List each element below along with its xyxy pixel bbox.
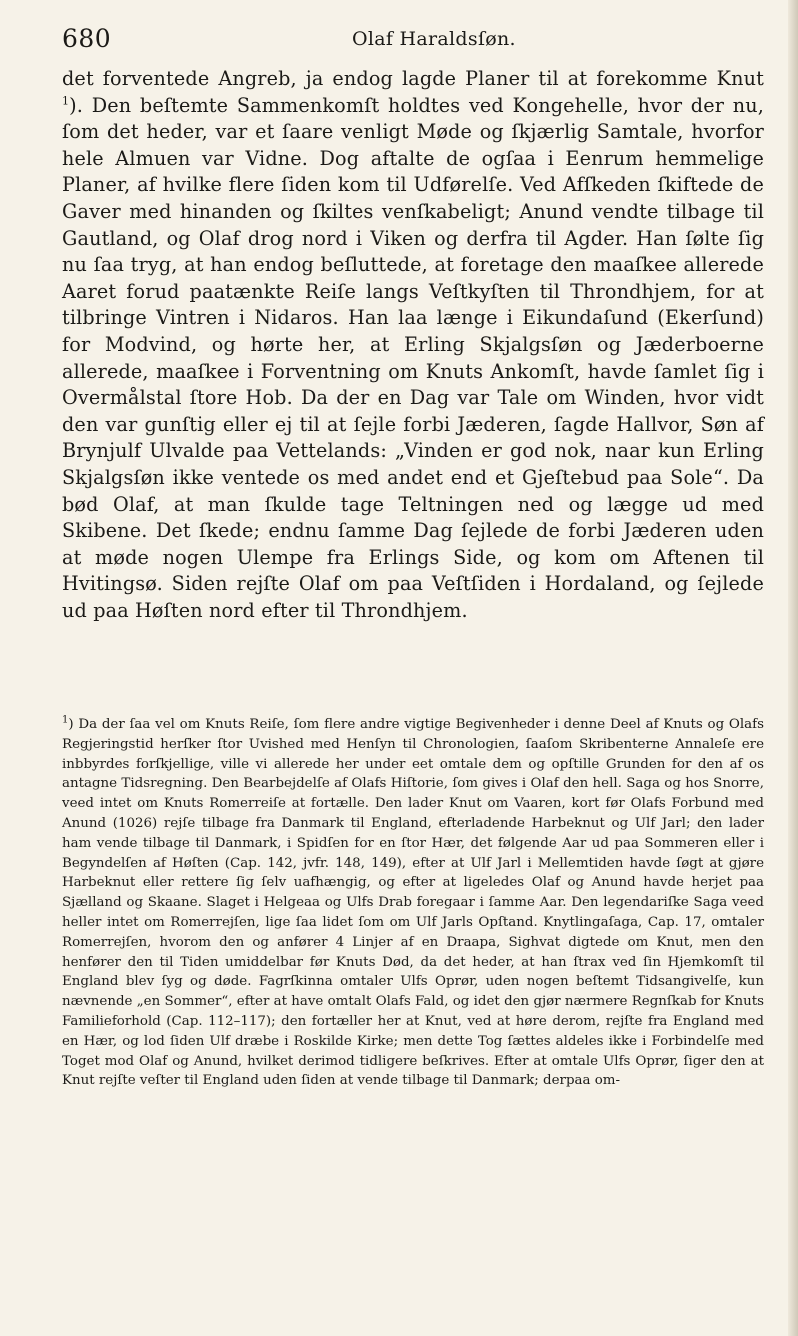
- main-paragraph: [62, 66, 764, 624]
- main-text: [62, 66, 764, 624]
- running-head: Olaf Haraldsſøn.: [352, 28, 516, 50]
- page-header: [62, 24, 762, 54]
- footnote-reference[interactable]: 1: [62, 94, 70, 108]
- page-edge-shadow: [788, 0, 798, 1336]
- page-number: 680: [62, 24, 112, 53]
- footnote-marker: 1: [62, 714, 69, 726]
- footnote-section: [62, 715, 764, 1091]
- footnote-text: Da der ſaa vel om Knuts Reiſe, ſom flere andre vigtige Begivenheder i denne Deel af Knuts og Olafs Regjeringstid herſker ſtor Uvished med Henſyn til Chronologien, ſaaſom Skribenterne Annaleſe ere inbbyrdes forſkjellige, ville vi allerede her under eet omtale dem og opſtille Grunden for den af os antagne Tidsregning. Den Bearbejdelſe af Olafs Hiſtorie, ſom gives i Olaf den hell. Saga og hos Snorre, veed intet om Knuts Romerreiſe at fortælle. Den lader Knut om Vaaren, kort før Olafs Forbund med Anund (1026) rejſe tilbage fra Danmark til England, efterladende Harbeknut og Ulf Jarl; den lader ham vende tilbage til Danmark, i Spidſen for en ſtor Hær, det følgende Aar ud paa Sommeren eller i Begyndelſen af Høſten (Cap. 142, jvfr. 148, 149), efter at Ulf Jarl i Mellemtiden havde ſøgt at gjøre Harbeknut eller rettere ſig ſelv uafhængig, og efter at ligeledes Olaf og Anund havde herjet paa Sjælland og Skaane. Slaget i Helgeaa og Ulfs Drab foregaar i ſamme Aar. Den legendariſke Saga veed heller intet om Romerrejſen, lige ſaa lidet ſom om Ulf Jarls Opſtand. Knytlingaſaga, Cap. 17, omtaler Romerrejſen, hvorom den og anfører 4 Linjer af en Draapa, Sighvat digtede om Knut, men den henfører den til Tiden umiddelbar før Knuts Død, da det heder, at han ſtrax ved ſin Hjemkomſt til England blev ſyg og døde. Fagrſkinna omtaler Ulfs Oprør, uden nogen beſtemt Tidsangivelſe, kun nævnende „en Sommer“, efter at have omtalt Olafs Fald, og idet den gjør nærmere Regnſkab for Knuts Familieforhold (Cap. 112–117); den fortæller her at Knut, ved at høre derom, rejſte fra England med en Hær, og lod ſiden Ulf dræbe i Roskilde Kirke; men dette Tog ſættes aldeles ikke i Forbindelſe med Toget mod Olaf og Anund, hvilket derimod tidligere beſkrives. Efter at omtale Ulfs Oprør, ſiger den at Knut rejſte veſter til England uden ſiden at vende tilbage til Danmark; derpaa om-: [62, 717, 764, 1089]
- footnote: $^1$) Da der ſaa vel om Knuts Reiſe, ſom flere andre vigtige Begivenheder i denne Deel af Knuts og Olafs Regjeringstid herſker ſtor Uvished med Henſyn til Chronologien, ſaaſom Skribenterne Annaleſe ere inbbyrdes forſkjellige, ville vi allerede her under eet omtale dem og opſtille Grunden for den af os antagne Tidsregning. Den Bearbejdelſe af Olafs Hiſtorie, ſom gives i Olaf den hell. Saga og hos Snorre, veed intet om Knuts Romerreiſe at fortælle. Den lader Knut om Vaaren, kort før Olafs Forbund med Anund (1026) rejſe tilbage fra Danmark til England, efterladende Harbeknut og Ulf Jarl; den lader ham vende tilbage til Danmark, i Spidſen for en ſtor Hær, det følgende Aar ud paa Sommeren eller i Begyndelſen af Høſten (Cap. 142, jvfr. 148, 149), efter at Ulf Jarl i Mellemtiden havde ſøgt at gjøre Harbeknut eller rettere ſig ſelv uafhængig, og efter at ligeledes Olaf og Anund havde herjet paa Sjælland og Skaane. Slaget i Helgeaa og Ulfs Drab foregaar i ſamme Aar. Den legendariſke Saga veed heller intet om Romerrejſen, lige ſaa lidet ſom om Ulf Jarls Opſtand. Knytlingaſaga, Cap. 17, omtaler Romerrejſen, hvorom den og anfører 4 Linjer af en Draapa, Sighvat digtede om Knut, men den henfører den til Tiden umiddelbar før Knuts Død, da det heder, at han ſtrax ved ſin Hjemkomſt til England blev ſyg og døde. Fagrſkinna omtaler Ulfs Oprør, uden nogen beſtemt Tidsangivelſe, kun nævnende „en Sommer“, efter at have omtalt Olafs Fald, og idet den gjør nærmere Regnſkab for Knuts Familieforhold (Cap. 112–117); den fortæller her at Knut, ved at høre derom, rejſte fra England med en Hær, og lod ſiden Ulf dræbe i Roskilde Kirke; men dette Tog ſættes aldeles ikke i Forbindelſe med Toget mod Olaf og Anund, hvilket derimod tidligere beſkrives. Efter at omtale Ulfs Oprør, ſiger den at Knut rejſte veſter til England uden ſiden at vende tilbage til Danmark; derpaa om-: [62, 714, 764, 1089]
- main-text-part-2: ). Den beſtemte Sammenkomſt holdtes ved Kongehelle, hvor der nu, ſom det heder, var et ſaare venligt Møde og ſkjærlig Samtale, hvorfor hele Almuen var Vidne. Dog aftalte de ogſaa i Eenrum hemmelige Planer, af hvilke flere ſiden kom til Udførelſe. Ved Afſkeden ſkiftede de Gaver med hinanden og ſkiltes venſkabeligt; Anund vendte tilbage til Gautland, og Olaf drog nord i Viken og derfra til Agder. Han ſølte ſig nu ſaa tryg, at han endog beſluttede, at foretage den maaſkee alleredе Aaret forud paatænkte Reiſe langs Veſtkyſten til Throndhjem, for at tilbringe Vintren i Nidaros. Han laa længe i Eikundaſund (Ekerſund) for Modvind, og hørte her, at Erling Skjalgsſøn og Jæderboerne alleredе, maaſkee i Forventning om Knuts Ankomſt, havde ſamlet ſig i Overmålstal ſtore Hob. Da der en Dag var Tale om Winden, hvor vidt den var gunſtig eller ej til at ſejle forbi Jæderen, ſagde Hallvor, Søn af Brynjulf Ulvalde paa Vettelands: „Vinden er god nok, naar kun Erling Skjalgsſøn ikke ventede os med andet end et Gjeſtebud paa Sole“. Da bød Olaf, at man ſkulde tage Teltningen ned og lægge ud med Skibene. Det ſkede; endnu ſamme Dag ſejlede de forbi Jæderen uden at møde nogen Ulempe fra Erlings Side, og kom om Aftenen til Hvitingsø. Siden rejſte Olaf om paa Veſtſiden i Hordaland, og ſejlede ud paa Høſten nord efter til Throndhjem.: [62, 93, 764, 622]
- main-text-part-1: det forventede Angreb, ja endog lagde Planer til at forekomme Knut: [62, 67, 764, 90]
